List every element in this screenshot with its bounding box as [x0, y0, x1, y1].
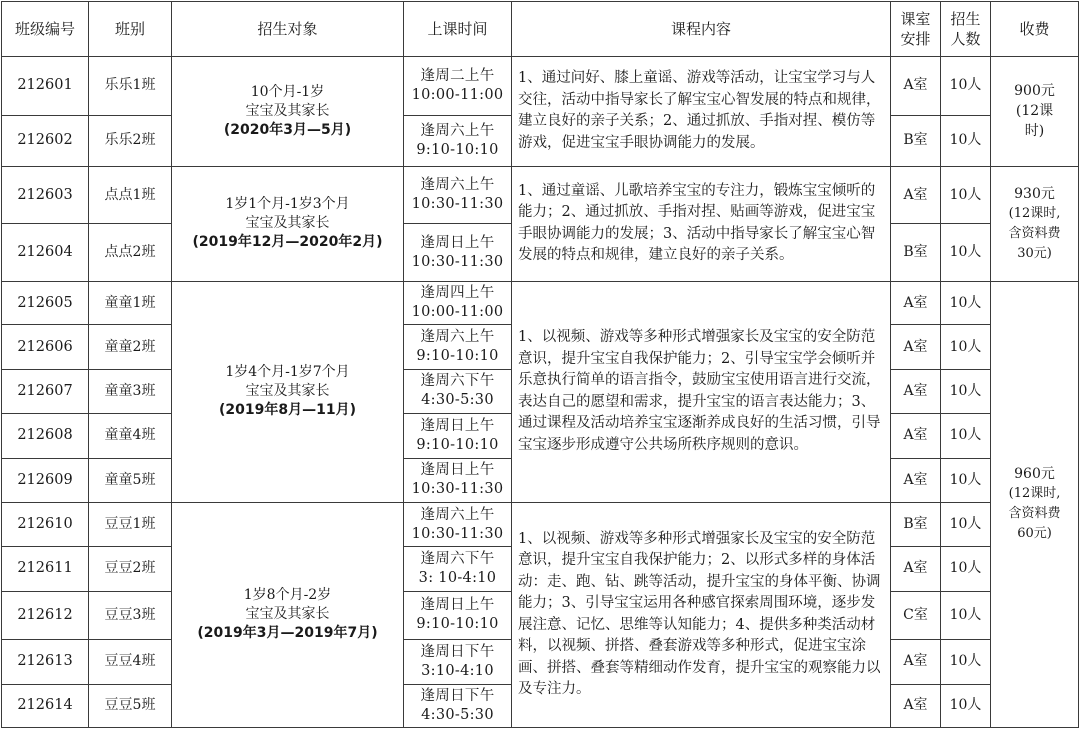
class-name: 点点1班	[89, 166, 172, 224]
class-code: 212614	[2, 684, 89, 728]
class-time	[404, 458, 512, 502]
quota: 10人	[941, 166, 991, 224]
class-hours: 9:10-10:10	[416, 348, 499, 365]
fee-note: (12课	[1015, 103, 1054, 120]
room: A室	[891, 684, 941, 728]
quota: 10人	[941, 547, 991, 591]
class-code: 212607	[2, 369, 89, 413]
class-time	[404, 547, 512, 591]
header-time: 上课时间	[404, 2, 512, 57]
room: A室	[891, 166, 941, 224]
quota: 10人	[941, 224, 991, 282]
quota: 10人	[941, 458, 991, 502]
class-name: 豆豆5班	[89, 684, 172, 728]
target-who: 宝宝及其家长	[245, 606, 330, 623]
class-day: 逢周日上午	[420, 234, 495, 251]
target-who: 宝宝及其家长	[245, 102, 330, 119]
class-name: 童童5班	[89, 458, 172, 502]
class-name: 豆豆2班	[89, 547, 172, 591]
class-day: 逢周六上午	[420, 177, 495, 194]
target-range: (2019年8月—11月)	[219, 402, 356, 419]
class-time	[404, 502, 512, 546]
class-name: 点点2班	[89, 224, 172, 282]
class-hours: 10:30-11:30	[411, 481, 504, 498]
class-hours: 10:30-11:30	[411, 525, 504, 542]
class-hours: 4:30-5:30	[421, 392, 494, 409]
class-name: 童童3班	[89, 369, 172, 413]
room: A室	[891, 281, 941, 324]
room: B室	[891, 115, 941, 166]
class-hours: 3:10-4:10	[421, 662, 494, 679]
class-time	[404, 591, 512, 639]
class-code: 212606	[2, 325, 89, 369]
room: A室	[891, 414, 941, 458]
class-name: 乐乐2班	[89, 115, 172, 166]
class-name: 豆豆3班	[89, 591, 172, 639]
class-day: 逢周日上午	[420, 462, 495, 479]
target-age: 1岁8个月-2岁	[243, 587, 332, 604]
quota: 10人	[941, 281, 991, 324]
header-content: 课程内容	[512, 2, 891, 57]
class-code: 212611	[2, 547, 89, 591]
fee-note: 时)	[1024, 123, 1045, 140]
room: B室	[891, 502, 941, 546]
target-age: 1岁4个月-1岁7个月	[225, 364, 350, 381]
class-day: 逢周六上午	[420, 122, 495, 139]
room: A室	[891, 458, 941, 502]
header-fee: 收费	[991, 2, 1079, 57]
fee-amount: 960元	[1014, 466, 1055, 483]
class-time	[404, 414, 512, 458]
class-time	[404, 369, 512, 413]
target-who: 宝宝及其家长	[245, 215, 330, 232]
course-content: 1、通过童谣、儿歌培养宝宝的专注力，锻炼宝宝倾听的能力；2、通过抓放、手指对捏、贴画等游戏，促进宝宝手眼协调能力的发展；3、活动中指导家长了解宝宝心智发展的特点和规律，建立良好的亲子关系。	[512, 166, 891, 281]
class-day: 逢周六下午	[420, 373, 495, 390]
class-hours: 10:30-11:30	[411, 253, 504, 270]
target-age: 10个月-1岁	[250, 83, 325, 100]
class-code: 212613	[2, 640, 89, 684]
class-day: 逢周日下午	[420, 687, 495, 704]
target-cell	[172, 57, 404, 167]
quota: 10人	[941, 502, 991, 546]
fee-cell	[991, 57, 1079, 167]
class-code: 212605	[2, 281, 89, 324]
class-time	[404, 325, 512, 369]
class-day: 逢周日上午	[420, 597, 495, 614]
class-day: 逢周六上午	[420, 506, 495, 523]
class-day: 逢周六上午	[420, 329, 495, 346]
fee-note: (12课时,	[1008, 486, 1061, 502]
quota: 10人	[941, 369, 991, 413]
class-time	[404, 684, 512, 728]
class-name: 童童4班	[89, 414, 172, 458]
class-time	[404, 166, 512, 224]
quota: 10人	[941, 591, 991, 639]
room: A室	[891, 57, 941, 116]
table-row	[2, 166, 1079, 224]
table-row	[2, 57, 1079, 116]
quota: 10人	[941, 640, 991, 684]
header-quota: 招生人数	[941, 2, 991, 57]
target-cell	[172, 281, 404, 502]
fee-cell	[991, 166, 1079, 281]
class-hours: 9:10-10:10	[416, 436, 499, 453]
class-code: 212602	[2, 115, 89, 166]
fee-note: (12课时,	[1008, 205, 1061, 221]
class-code: 212601	[2, 57, 89, 116]
class-time	[404, 224, 512, 282]
table-row	[2, 281, 1079, 324]
class-name: 豆豆1班	[89, 502, 172, 546]
room: C室	[891, 591, 941, 639]
class-hours: 10:00-11:00	[411, 86, 504, 103]
class-day: 逢周六下午	[420, 550, 495, 567]
schedule-table	[1, 1, 1079, 728]
class-code: 212610	[2, 502, 89, 546]
class-hours: 9:10-10:10	[416, 616, 499, 633]
class-hours: 9:10-10:10	[416, 141, 499, 158]
quota: 10人	[941, 57, 991, 116]
class-name: 豆豆4班	[89, 640, 172, 684]
quota: 10人	[941, 115, 991, 166]
class-time	[404, 281, 512, 324]
class-time	[404, 115, 512, 166]
class-day: 逢周四上午	[420, 285, 495, 302]
class-name: 童童1班	[89, 281, 172, 324]
course-content: 1、以视频、游戏等多种形式增强家长及宝宝的安全防范意识，提升宝宝自我保护能力；2、以形式多样的身体活动：走、跑、钻、跳等活动，提升宝宝的身体平衡、协调能力；3、引导宝宝运用各种感官探索周围环境，逐步发展注意、记忆、思维等认知能力；4、提供多种类活动材料，以视频、拼搭、叠套游戏等多种形式，促进宝宝涂画、拼搭、叠套等精细动作发育，提升宝宝的观察能力以及专注力。	[512, 502, 891, 727]
header-class-code: 班级编号	[2, 2, 89, 57]
quota: 10人	[941, 414, 991, 458]
target-range: (2020年3月—5月)	[223, 121, 352, 138]
class-code: 212603	[2, 166, 89, 224]
class-hours: 10:00-11:00	[411, 304, 504, 321]
course-content: 1、通过问好、膝上童谣、游戏等活动，让宝宝学习与人交往，活动中指导家长了解宝宝心智发展的特点和规律，建立良好的亲子关系；2、通过抓放、手指对捏、模仿等游戏，促进宝宝手眼协调能力的发展。	[512, 57, 891, 167]
header-row	[2, 2, 1079, 57]
class-time	[404, 57, 512, 116]
quota: 10人	[941, 684, 991, 728]
fee-note: 30元)	[1017, 245, 1052, 261]
class-day: 逢周二上午	[420, 67, 495, 84]
class-code: 212612	[2, 591, 89, 639]
target-range: (2019年12月—2020年2月)	[192, 234, 383, 251]
fee-amount: 900元	[1014, 83, 1055, 100]
room: A室	[891, 547, 941, 591]
class-code: 212609	[2, 458, 89, 502]
fee-cell	[991, 281, 1079, 727]
fee-amount: 930元	[1014, 185, 1055, 202]
header-target: 招生对象	[172, 2, 404, 57]
table-row	[2, 502, 1079, 546]
class-time	[404, 640, 512, 684]
class-day: 逢周日上午	[420, 417, 495, 434]
class-code: 212608	[2, 414, 89, 458]
target-cell	[172, 166, 404, 281]
room: A室	[891, 640, 941, 684]
quota: 10人	[941, 325, 991, 369]
fee-note: 含资料费	[1008, 506, 1061, 522]
header-class-name: 班别	[89, 2, 172, 57]
class-hours: 3: 10-4:10	[418, 569, 497, 586]
class-hours: 4:30-5:30	[421, 706, 494, 723]
target-cell	[172, 502, 404, 727]
room: B室	[891, 224, 941, 282]
class-hours: 10:30-11:30	[411, 196, 504, 213]
target-range: (2019年3月—2019年7月)	[197, 625, 378, 642]
class-name: 乐乐1班	[89, 57, 172, 116]
class-name: 童童2班	[89, 325, 172, 369]
header-room: 课室安排	[891, 2, 941, 57]
class-day: 逢周日下午	[420, 643, 495, 660]
room: A室	[891, 325, 941, 369]
fee-note: 含资料费	[1008, 225, 1061, 241]
target-age: 1岁1个月-1岁3个月	[225, 196, 350, 213]
course-content: 1、以视频、游戏等多种形式增强家长及宝宝的安全防范意识，提升宝宝自我保护能力；2、引导宝宝学会倾听并乐意执行简单的语言指令，鼓励宝宝使用语言进行交流，表达自己的愿望和需求，提升宝宝的语言表达能力；3、通过课程及活动培养宝宝逐渐养成良好的生活习惯，引导宝宝逐步形成遵守公共场所秩序规则的意识。	[512, 281, 891, 502]
fee-note: 60元)	[1017, 526, 1052, 542]
target-who: 宝宝及其家长	[245, 383, 330, 400]
room: A室	[891, 369, 941, 413]
class-code: 212604	[2, 224, 89, 282]
